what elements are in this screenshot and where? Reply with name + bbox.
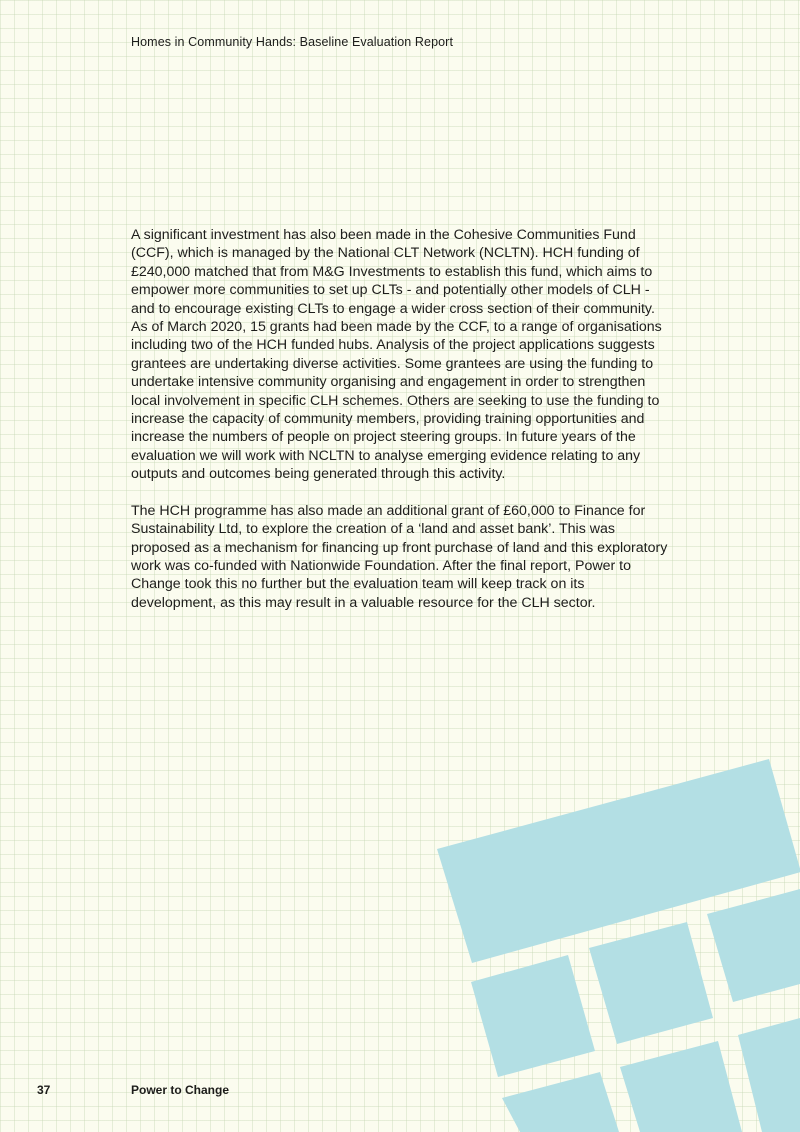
paragraph-land-asset-bank: The HCH programme has also made an additional grant of £60,000 to Finance for Sustainability Ltd, to explore the creation of a ‘land and asset bank’. This was proposed as a mechanism for financing up front purchase of land and this exploratory work was co-funded with Nationwide Foundation. After the final report, Power to Change took this no further but the evaluation team will keep track on its development, as this may result in a valuable resource for the CLH sector.	[131, 502, 668, 611]
running-header: Homes in Community Hands: Baseline Evaluation Report	[131, 35, 454, 49]
decorative-tile	[620, 1041, 742, 1132]
decorative-tile	[738, 1018, 800, 1132]
page-number: 37	[37, 1083, 51, 1097]
main-content	[131, 226, 671, 630]
decorative-large-tile	[437, 759, 800, 963]
decorative-tile	[471, 955, 595, 1077]
footer-organisation: Power to Change	[131, 1083, 230, 1097]
decorative-tile	[502, 1072, 619, 1132]
paragraph-ccf: A significant investment has also been made in the Cohesive Communities Fund (CCF), which is managed by the National CLT Network (NCLTN). HCH funding of £240,000 matched that from M&G Investments to establish this fund, which aims to empower more communities to set up CLTs - and potentially other models of CLH - and to encourage existing CLTs to engage a wider cross section of their community. As of March 2020, 15 grants had been made by the CCF, to a range of organisations including two of the HCH funded hubs. Analysis of the project applications suggests grantees are undertaking diverse activities. Some grantees are using the funding to undertake intensive community organising and engagement in order to strengthen local involvement in specific CLH schemes. Others are seeking to use the funding to increase the capacity of community members, providing training opportunities and increase the numbers of people on project steering groups. In future years of the evaluation we will work with NCLTN to analyse emerging evidence relating to any outputs and outcomes being generated through this activity.	[131, 227, 662, 483]
decorative-tile	[707, 889, 800, 1002]
decorative-tile	[589, 922, 713, 1044]
